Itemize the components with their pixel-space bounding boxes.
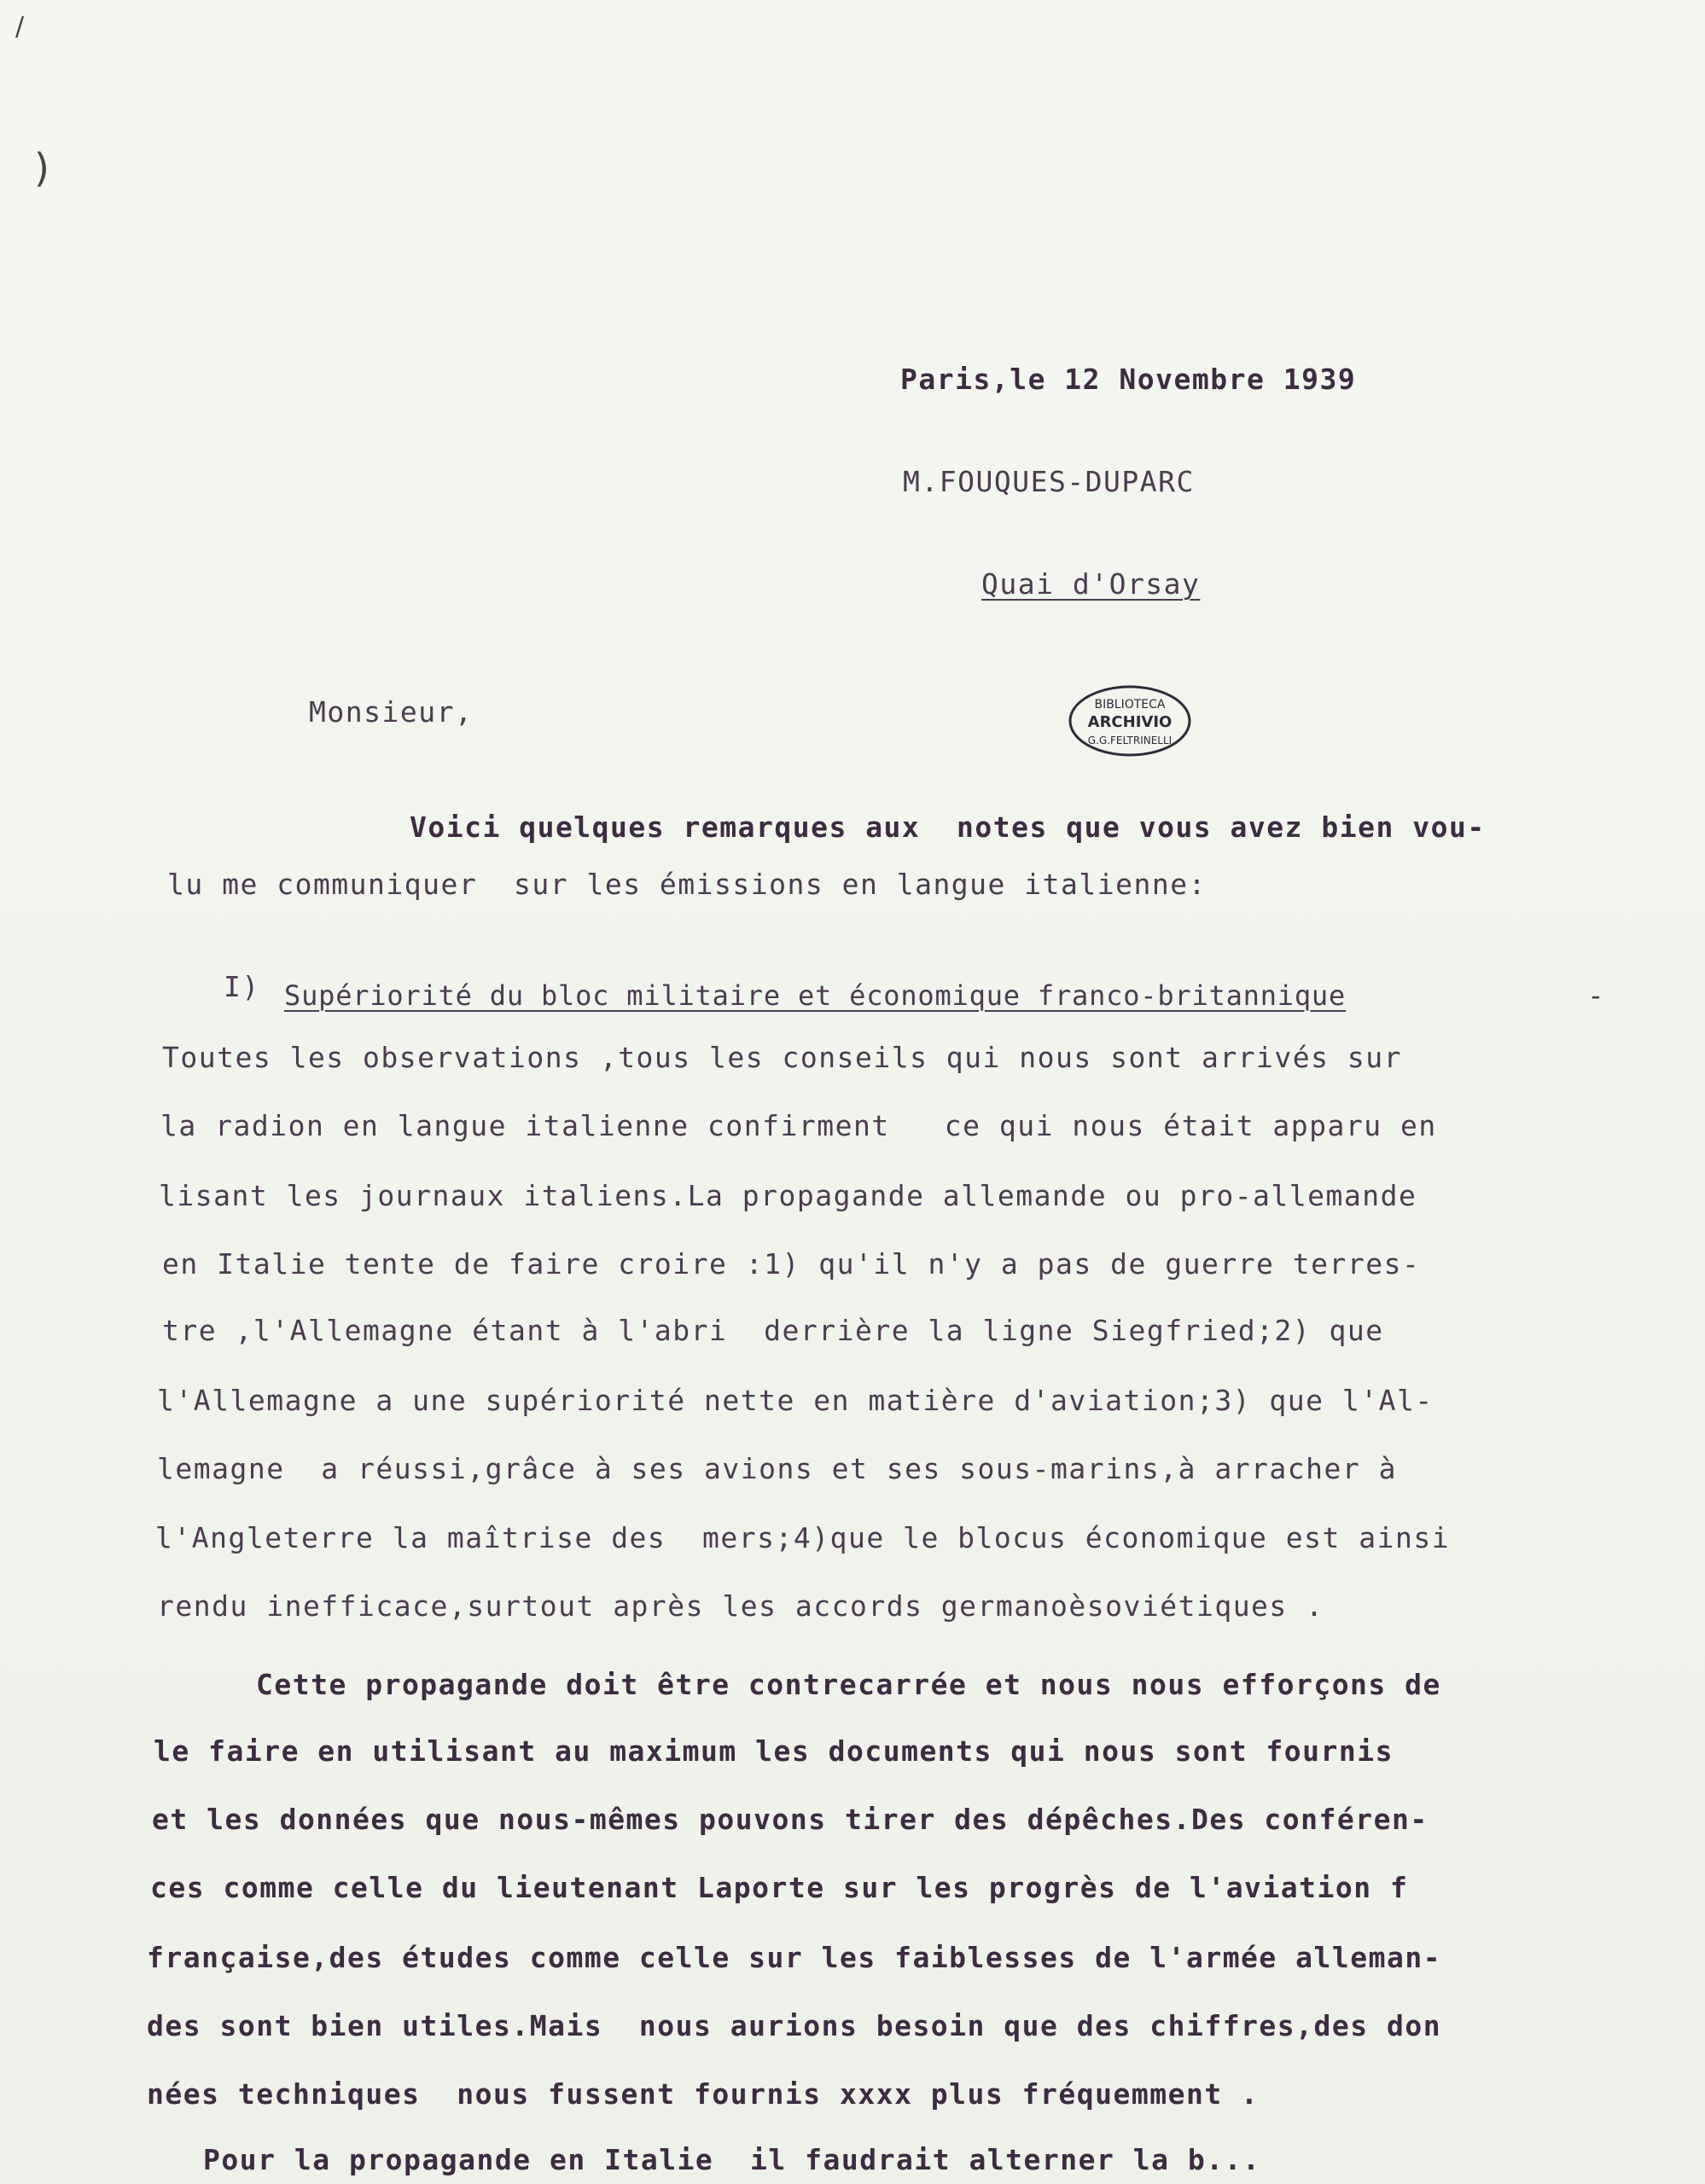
p1-line-8: l'Angleterre la maîtrise des mers;4)que le blocus économique est ainsi xyxy=(155,1521,1451,1554)
intro-line-2: lu me communiquer sur les émissions en langue italienne: xyxy=(167,868,1207,901)
p1-line-4: en Italie tente de faire croire :1) qu'il n'y a pas de guerre terres- xyxy=(162,1247,1421,1281)
section-dash: - xyxy=(1587,979,1606,1012)
p2-line-2: le faire en utilisant au maximum les documents qui nous sont fournis xyxy=(154,1734,1394,1768)
intro-line-1: Voici quelques remarques aux notes que vous avez bien vou- xyxy=(410,810,1486,844)
section-number: I) xyxy=(224,970,260,1003)
p3-line-1: Pour la propagande en Italie il faudrait alterner la b... xyxy=(203,2143,1261,2176)
letter-date: Paris,le 12 Novembre 1939 xyxy=(900,363,1357,396)
p2-line-1: Cette propagande doit être contrecarrée et nous nous efforçons de xyxy=(256,1668,1441,1701)
letter-location: Quai d'Orsay xyxy=(981,567,1201,601)
p2-line-4: ces comme celle du lieutenant Laporte sur les progrès de l'aviation f xyxy=(150,1871,1409,1904)
p1-line-2: la radion en langue italienne confirment ce qui nous était apparu en xyxy=(160,1109,1437,1142)
section-title: Supériorité du bloc militaire et économique franco-britannique xyxy=(284,979,1347,1012)
stamp-line-2: ARCHIVIO xyxy=(1087,713,1173,731)
p2-line-5: française,des études comme celle sur les faiblesses de l'armée alleman- xyxy=(147,1941,1442,1974)
letter-salutation: Monsieur, xyxy=(309,695,474,729)
p2-line-6: des sont bien utiles.Mais nous aurions besoin que des chiffres,des don xyxy=(147,2009,1442,2042)
margin-bracket-mark: ) xyxy=(34,145,49,191)
stamp-line-1: BIBLIOTECA xyxy=(1094,698,1166,712)
p1-line-6: l'Allemagne a une supériorité nette en matière d'aviation;3) que l'Al- xyxy=(157,1384,1434,1417)
archive-stamp xyxy=(1067,682,1193,759)
p1-line-1: Toutes les observations ,tous les conseils qui nous sont arrivés sur xyxy=(162,1041,1403,1074)
stamp-line-3: G.G.FELTRINELLI xyxy=(1087,735,1173,746)
p2-line-3: et les données que nous-mêmes pouvons tirer des dépêches.Des conféren- xyxy=(152,1803,1429,1836)
p1-line-5: tre ,l'Allemagne étant à l'abri derrière la ligne Siegfried;2) que xyxy=(162,1314,1384,1347)
p1-line-7: lemagne a réussi,grâce à ses avions et ses sous-marins,à arracher à xyxy=(157,1452,1398,1485)
margin-slash-mark: / xyxy=(15,12,25,42)
p1-line-3: lisant les journaux italiens.La propagande allemande ou pro-allemande xyxy=(159,1179,1417,1212)
p1-line-9: rendu inefficace,surtout après les accords germanoèsoviétiques . xyxy=(157,1589,1324,1623)
letter-recipient: M.FOUQUES-DUPARC xyxy=(903,465,1195,498)
p2-line-7: nées techniques nous fussent fournis xxxx plus fréquemment . xyxy=(147,2077,1260,2111)
